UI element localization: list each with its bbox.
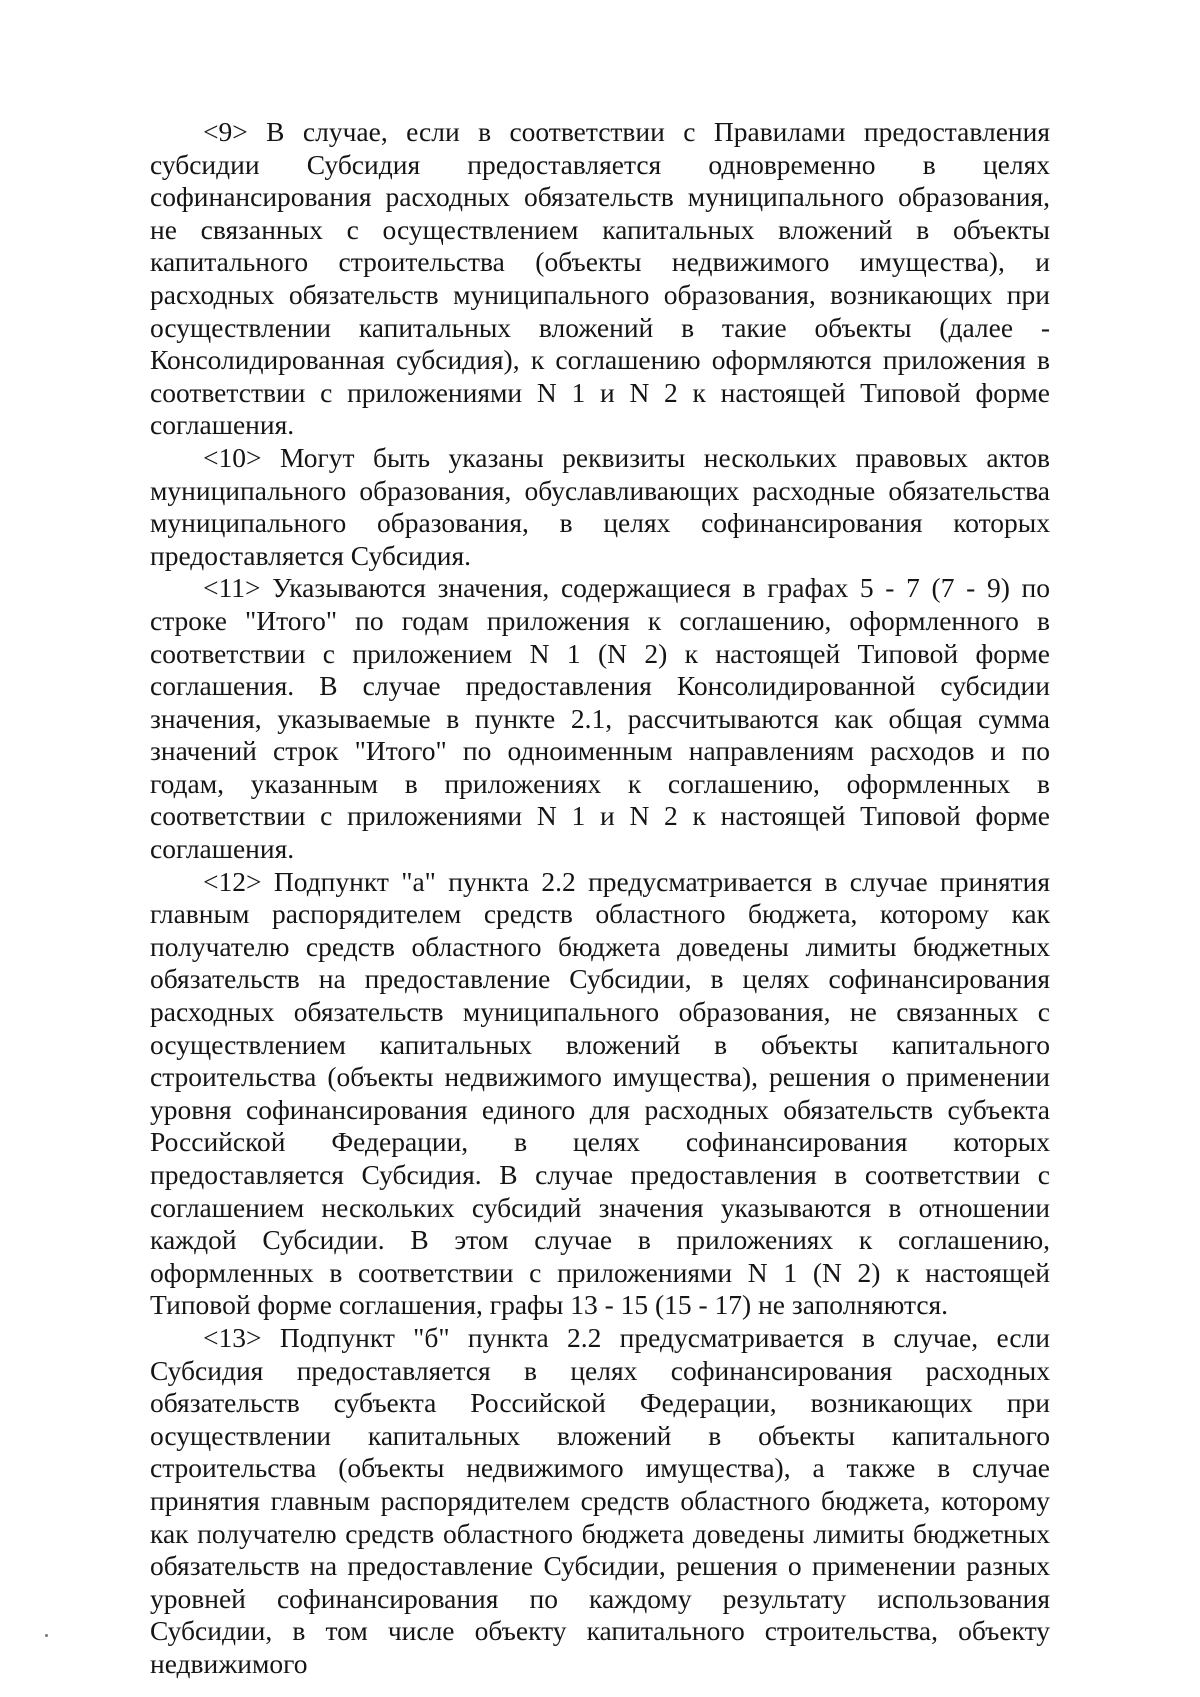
footnote-9: <9> В случае, если в соответствии с Правилами предоставления субсидии Субсидия предоставляется одновременно в целях софинансирования расходных обязательств муниципального образования, не связанных с осуществлением капитальных вложений в объекты капитального строительства (объекты недвижимого имущества), и расходных обязательств муниципального образования, возникающих при осуществлении капитальных вложений в такие объекты (далее - Консолидированная субсидия), к соглашению оформляются приложения в соответствии с приложениями N 1 и N 2 к настоящей Типовой форме соглашения. xyxy=(150,116,1050,441)
scan-speck xyxy=(45,1634,48,1637)
footnote-12: <12> Подпункт "а" пункта 2.2 предусматривается в случае принятия главным распорядителем средств областного бюджета, которому как получателю средств областного бюджета доведены лимиты бюджетных обязательств на предоставление Субсидии, в целях софинансирования расходных обязательств муниципального образования, не связанных с осуществлением капитальных вложений в объекты капитального строительства (объекты недвижимого имущества), решения о применении уровня софинансирования единого для расходных обязательств субъекта Российской Федерации, в целях софинансирования которых предоставляется Субсидия. В случае предоставления в соответствии с соглашением нескольких субсидий значения указываются в отношении каждой Субсидии. В этом случае в приложениях к соглашению, оформленных в соответствии с приложениями N 1 (N 2) к настоящей Типовой форме соглашения, графы 13 - 15 (15 - 17) не заполняются. xyxy=(150,865,1050,1321)
document-page xyxy=(150,116,1050,1681)
footnote-10: <10> Могут быть указаны реквизиты нескольких правовых актов муниципального образования, обуславливающих расходные обязательства муниципального образования, в целях софинансирования которых предоставляется Субсидия. xyxy=(150,441,1050,571)
footnote-13: <13> Подпункт "б" пункта 2.2 предусматривается в случае, если Субсидия предоставляется в целях софинансирования расходных обязательств субъекта Российской Федерации, возникающих при осуществлении капитальных вложений в объекты капитального строительства (объекты недвижимого имущества), а также в случае принятия главным распорядителем средств областного бюджета, которому как получателю средств областного бюджета доведены лимиты бюджетных обязательств на предоставление Субсидии, решения о применении разных уровней софинансирования по каждому результату использования Субсидии, в том числе объекту капитального строительства, объекту недвижимого xyxy=(150,1321,1050,1679)
footnote-11: <11> Указываются значения, содержащиеся в графах 5 - 7 (7 - 9) по строке "Итого" по годам приложения к соглашению, оформленного в соответствии с приложением N 1 (N 2) к настоящей Типовой форме соглашения. В случае предоставления Консолидированной субсидии значения, указываемые в пункте 2.1, рассчитываются как общая сумма значений строк "Итого" по одноименным направлениям расходов и по годам, указанным в приложениях к соглашению, оформленных в соответствии с приложениями N 1 и N 2 к настоящей Типовой форме соглашения. xyxy=(150,572,1050,865)
